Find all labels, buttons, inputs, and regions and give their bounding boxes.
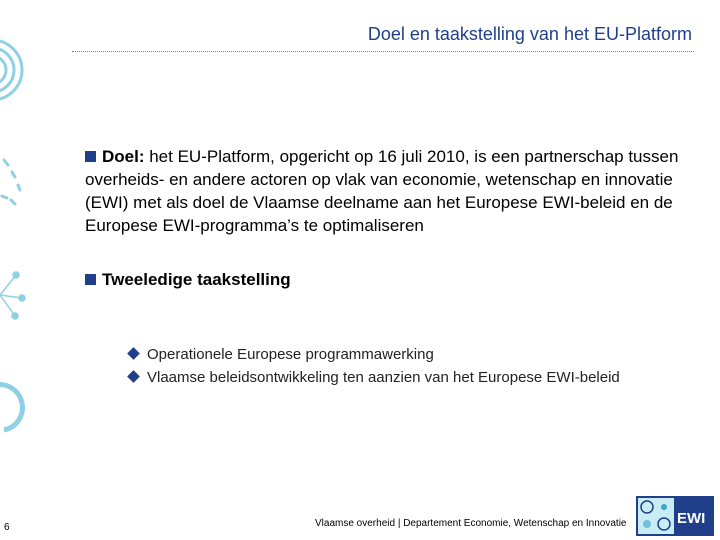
- footer-text: Vlaamse overheid | Departement Economie, Wetenschap en Innovatie: [315, 518, 627, 529]
- page-title: Doel en taakstelling van het EU-Platform: [367, 24, 692, 44]
- sub-bullet-text: Vlaamse beleidsontwikkeling ten aanzien van het Europese EWI-beleid: [147, 369, 620, 386]
- diamond-bullet-icon: [127, 370, 140, 383]
- bullet-taakstelling: [85, 268, 700, 291]
- page-number: 6: [4, 522, 10, 533]
- diamond-bullet-icon: [127, 347, 140, 360]
- bullet-taakstelling-label: Tweeledige taakstelling: [102, 270, 291, 289]
- sub-bullet-item: [129, 343, 620, 366]
- logo-label: EWI: [677, 510, 706, 527]
- bullet-doel-text: het EU-Platform, opgericht op 16 juli 2010, is een partnerschap tussen overheids- en andere actoren op vlak van economie, wetenschap en innovatie (EWI) met als doel de Vlaamse deelname aan het Europese EWI-beleid en de Europese EWI-programma’s te optimaliseren: [85, 147, 679, 235]
- sub-bullet-item: [129, 366, 620, 389]
- sub-bullet-list: [129, 343, 620, 389]
- ewi-logo: [636, 496, 714, 536]
- sub-bullet-text: Operationele Europese programmawerking: [147, 346, 434, 363]
- square-bullet-icon: [85, 274, 96, 285]
- bullet-list: [85, 145, 700, 291]
- square-bullet-icon: [85, 151, 96, 162]
- bullet-doel: [85, 145, 700, 237]
- title-divider: [72, 51, 694, 52]
- decorative-circles-graphic: [0, 0, 40, 540]
- bullet-doel-label: Doel:: [102, 147, 145, 166]
